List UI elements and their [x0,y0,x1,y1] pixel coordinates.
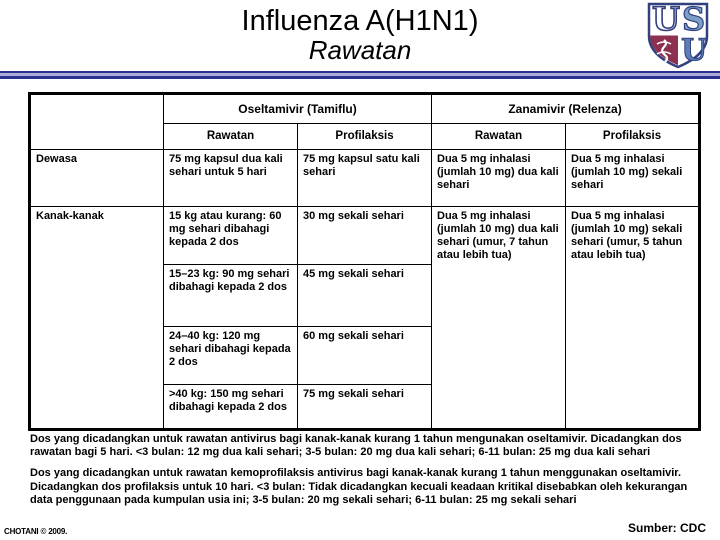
cell-dewasa-zanamivir-profilaksis: Dua 5 mg inhalasi (jumlah 10 mg) sekali sehari [566,150,700,207]
cell-kanak-profilaksis-45mg: 45 mg sekali sehari [298,265,432,327]
table-row-dewasa [30,150,700,207]
copyright-text: CHOTANI © 2009. [4,527,68,536]
row-label-dewasa: Dewasa [30,150,164,207]
cell-dewasa-oseltamivir-rawatan: 75 mg kapsul dua kali sehari untuk 5 hari [164,150,298,207]
cell-kanak-zanamivir-rawatan: Dua 5 mg inhalasi (jumlah 10 mg) dua kali sehari (umur, 7 tahun atau lebih tua) [432,207,566,430]
source-attribution: Sumber: CDC [627,521,706,535]
dosage-table [28,92,701,431]
footnote-treatment-infants: Dos yang dicadangkan untuk rawatan antivirus bagi kanak-kanak kurang 1 tahun mengunakan oseltamivir. Dicadangkan dos rawatan bagi 5 hari. <3 bulan: 12 mg dua kali sehari; 3-5 bulan: 20 mg dua kali sehari; 6-11 bulan: 25 mg dua kali sehari [30,433,682,459]
cell-dewasa-oseltamivir-profilaksis: 75 mg kapsul satu kali sehari [298,150,432,207]
cell-dewasa-zanamivir-rawatan: Dua 5 mg inhalasi (jumlah 10 mg) dua kali sehari [432,150,566,207]
cell-kanak-rawatan-15kg: 15 kg atau kurang: 60 mg sehari dibahagi kepada 2 dos [164,207,298,265]
title-block [0,6,720,65]
group-header-oseltamivir: Oseltamivir (Tamiflu) [164,94,432,124]
title-divider [0,71,720,79]
group-header-zanamivir: Zanamivir (Relenza) [432,94,700,124]
svg-text:U: U [652,2,680,38]
sub-header-zanamivir-profilaksis: Profilaksis [566,124,700,150]
cell-kanak-rawatan-15-23kg: 15–23 kg: 90 mg sehari dibahagi kepada 2 dos [164,265,298,327]
row-label-kanak: Kanak-kanak [30,207,164,430]
cell-kanak-rawatan-40kg-plus: >40 kg: 150 mg sehari dibahagi kepada 2 dos [164,385,298,430]
svg-text:U: U [681,33,708,68]
cell-kanak-zanamivir-profilaksis: Dua 5 mg inhalasi (jumlah 10 mg) sekali sehari (umur, 5 tahun atau lebih tua) [566,207,700,430]
sub-header-oseltamivir-rawatan: Rawatan [164,124,298,150]
footnotes [30,433,708,515]
page-subtitle: Rawatan [308,35,412,66]
corner-cell [30,94,164,150]
cell-kanak-rawatan-24-40kg: 24–40 kg: 120 mg sehari dibahagi kepada 2 dos [164,327,298,385]
footnote-prophylaxis-infants: Dos yang dicadangkan untuk rawatan kemoprofilaksis antivirus bagi kanak-kanak kurang 1 tahun menggunakan oseltamivir. Dicadangkan dos profilaksis untuk 10 hari. <3 bulan: Tidak dicadangkan kecuali keadaan kritikal disebabkan oleh kekurangan data penggunaan pada kumpulan usia ini; 3-5 bulan: 20 mg sekali sehari; 6-11 bulan: 25 mg sekali sehari [30,467,688,506]
cell-kanak-profilaksis-30mg: 30 mg sekali sehari [298,207,432,265]
table-group-header-row [30,94,700,124]
sub-header-oseltamivir-profilaksis: Profilaksis [298,124,432,150]
table-row-kanak-1 [30,207,700,265]
usu-shield-logo-icon [644,2,712,70]
cell-kanak-profilaksis-60mg: 60 mg sekali sehari [298,327,432,385]
page-title: Influenza A(H1N1) [241,5,479,37]
cell-kanak-profilaksis-75mg: 75 mg sekali sehari [298,385,432,430]
sub-header-zanamivir-rawatan: Rawatan [432,124,566,150]
svg-text:S: S [682,2,706,38]
